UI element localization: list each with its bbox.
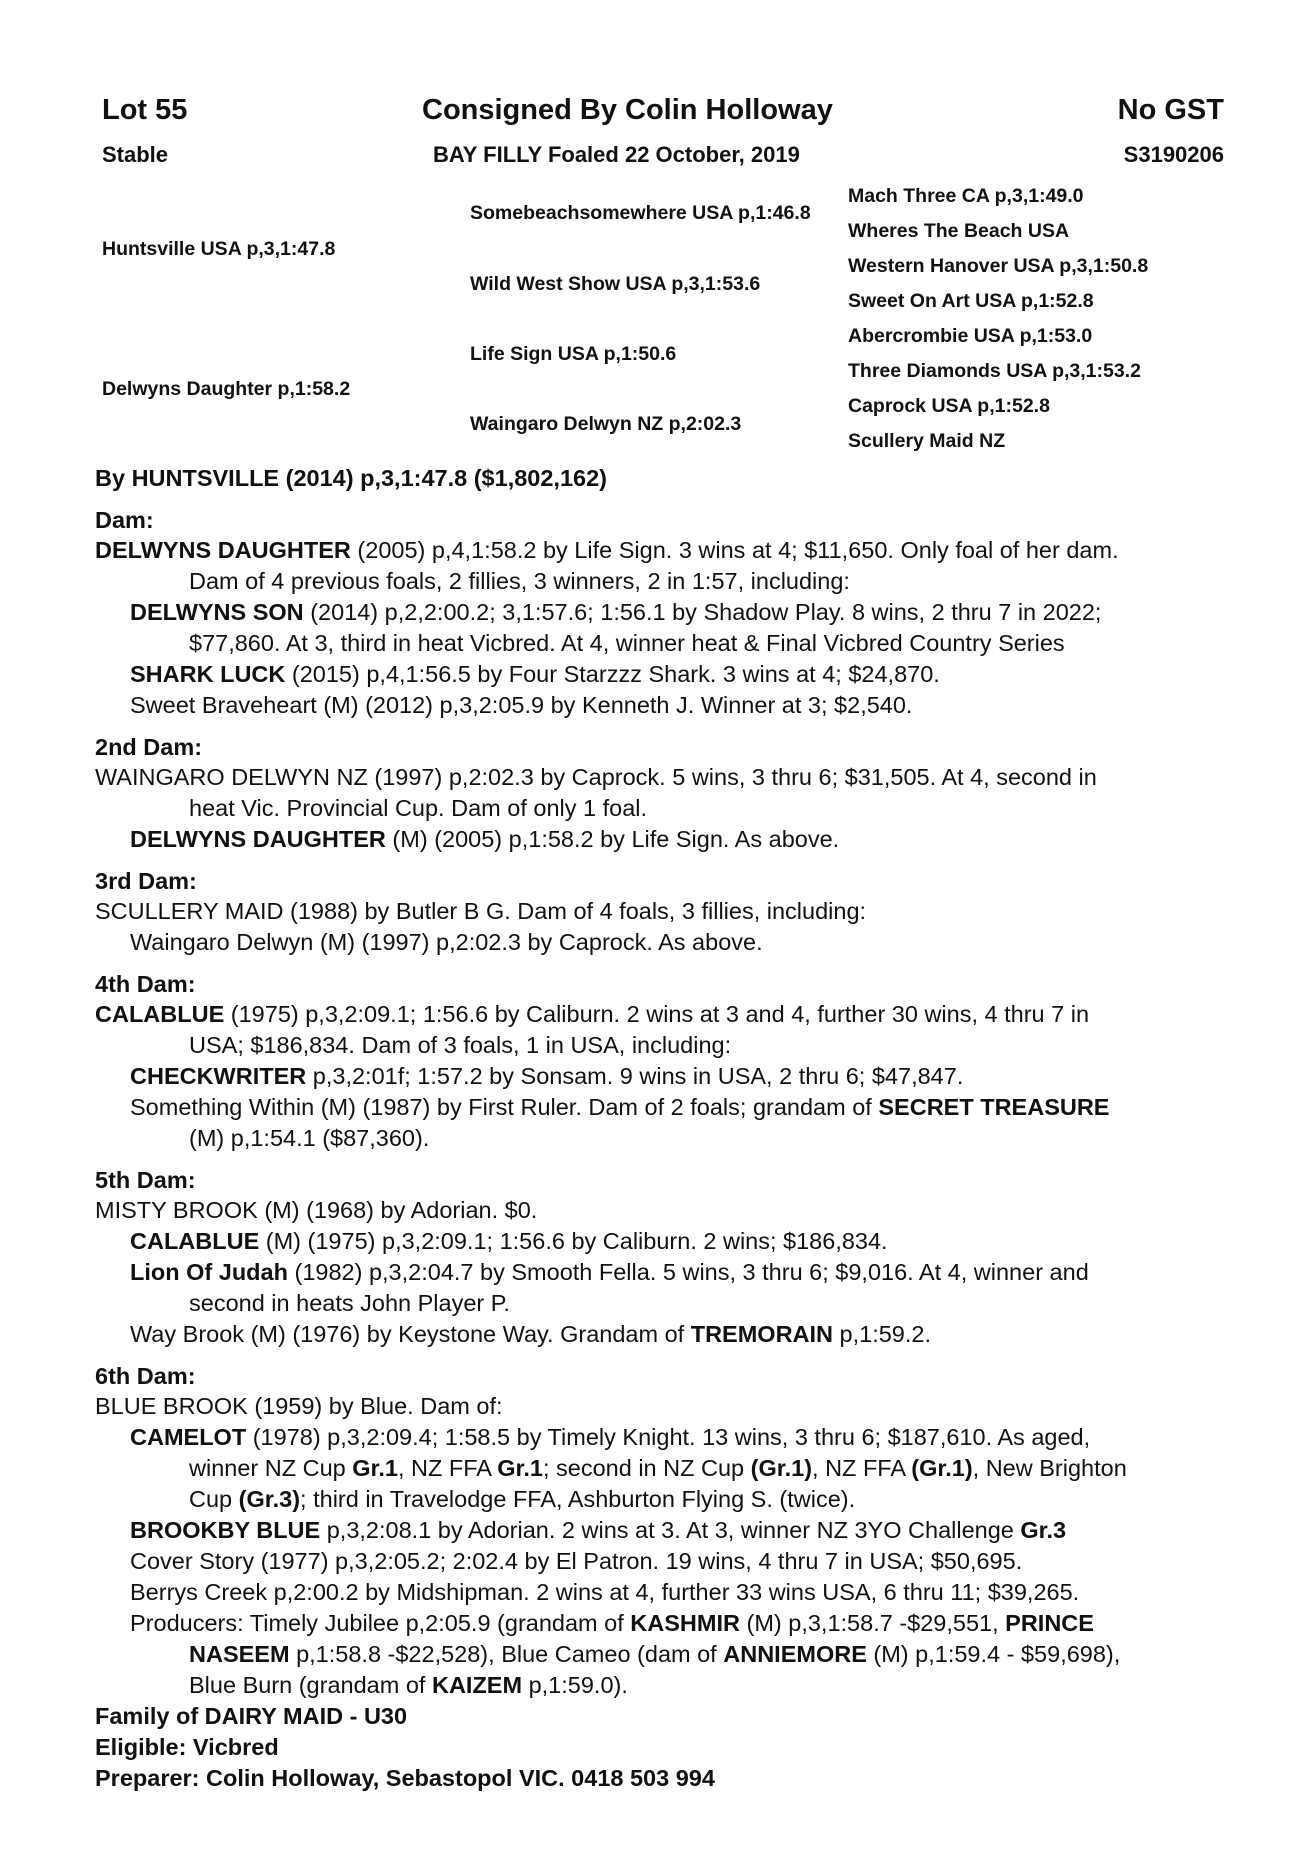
pedigree-gen3: Sweet On Art USA p,1:52.8 xyxy=(848,290,1094,312)
progeny-details: (2015) p,4,1:56.5 by Four Starzzz Shark. 3 wins at 4; $24,870. xyxy=(285,661,940,687)
progeny-name: CALABLUE xyxy=(130,1228,260,1254)
progeny-details: (2014) p,2,2:00.2; 3,1:57.6; 1:56.1 by Shadow Play. 8 wins, 2 thru 7 in 2022; xyxy=(303,599,1102,625)
pedigree-gen2: Wild West Show USA p,3,1:53.6 xyxy=(470,273,761,295)
pedigree-gen2: Life Sign USA p,1:50.6 xyxy=(470,343,677,365)
dam2-heading: 2nd Dam: xyxy=(95,734,203,760)
preparer-line: Preparer: Colin Holloway, Sebastopol VIC. 0418 503 994 xyxy=(95,1765,715,1791)
pedigree-gen3: Abercrombie USA p,1:53.0 xyxy=(848,325,1093,347)
dam4-details: (1975) p,3,2:09.1; 1:56.6 by Caliburn. 2 wins at 3 and 4, further 30 wins, 4 thru 7 in xyxy=(224,1001,1090,1027)
progeny-details: (1982) p,3,2:04.7 by Smooth Fella. 5 wins, 3 thru 6; $9,016. At 4, winner and xyxy=(287,1259,1089,1285)
progeny-entry: Sweet Braveheart (M) (2012) p,3,2:05.9 by Kenneth J. Winner at 3; $2,540. xyxy=(130,692,913,718)
progeny-name: CHECKWRITER xyxy=(130,1063,307,1089)
group-race: (Gr.1) xyxy=(750,1455,813,1481)
progeny-entry xyxy=(130,1094,1110,1121)
pedigree-gen3: Western Hanover USA p,3,1:50.8 xyxy=(848,255,1149,277)
text: Producers: Timely Jubilee p,2:05.9 (grandam of xyxy=(130,1610,631,1636)
pedigree-dam: Delwyns Daughter p,1:58.2 xyxy=(102,378,351,400)
pedigree-gen3: Wheres The Beach USA xyxy=(848,220,1070,242)
progeny-name: CAMELOT xyxy=(130,1424,247,1450)
progeny-entry xyxy=(130,1321,931,1348)
group-race: Gr.1 xyxy=(497,1455,543,1481)
dam-entry xyxy=(95,537,1119,564)
dam6-heading: 6th Dam: xyxy=(95,1363,196,1389)
text: (M) p,1:59.4 - $59,698), xyxy=(866,1641,1121,1667)
lot-number: Lot 55 xyxy=(102,94,188,126)
text: winner NZ Cup xyxy=(189,1455,353,1481)
pedigree-sire: Huntsville USA p,3,1:47.8 xyxy=(102,238,336,260)
progeny-details: (1978) p,3,2:09.4; 1:58.5 by Timely Knight. 13 wins, 3 thru 6; $187,610. As aged, xyxy=(246,1424,1091,1450)
progeny-entry xyxy=(130,661,940,688)
progeny-details-cont xyxy=(189,1455,1127,1482)
progeny-name: DELWYNS DAUGHTER xyxy=(130,826,386,852)
text: p,1:58.8 -$22,528), Blue Cameo (dam of xyxy=(289,1641,724,1667)
progeny-name: Lion Of Judah xyxy=(130,1259,288,1285)
progeny-entry xyxy=(130,1228,888,1255)
progeny-entry xyxy=(130,826,839,853)
progeny-name: TREMORAIN xyxy=(690,1321,834,1347)
progeny-entry: Cover Story (1977) p,3,2:05.2; 2:02.4 by El Patron. 19 wins, 4 thru 7 in USA; $50,695. xyxy=(130,1548,1023,1574)
dam5-heading: 5th Dam: xyxy=(95,1167,196,1193)
progeny-details-cont: second in heats John Player P. xyxy=(189,1290,510,1316)
progeny-name: DELWYNS SON xyxy=(130,599,304,625)
group-race: (Gr.3) xyxy=(238,1486,301,1512)
progeny-entry: Berrys Creek p,2:00.2 by Midshipman. 2 wins at 4, further 33 wins USA, 6 thru 11; $39,265. xyxy=(130,1579,1080,1605)
producers-entry-cont xyxy=(189,1672,628,1699)
progeny-entry xyxy=(130,1063,963,1090)
progeny-details-cont: $77,860. At 3, third in heat Vicbred. At 4, winner heat & Final Vicbred Country Series xyxy=(189,630,1065,656)
progeny-details: (M) (1975) p,3,2:09.1; 1:56.6 by Caliburn. 2 wins; $186,834. xyxy=(259,1228,888,1254)
dam3-heading: 3rd Dam: xyxy=(95,868,197,894)
progeny-details: p,3,2:08.1 by Adorian. 2 wins at 3. At 3, winner NZ 3YO Challenge xyxy=(320,1517,1021,1543)
gst-status: No GST xyxy=(1117,94,1224,126)
pedigree-gen2: Waingaro Delwyn NZ p,2:02.3 xyxy=(470,413,742,435)
progeny-entry xyxy=(130,599,1101,626)
dam4-entry xyxy=(95,1001,1089,1028)
progeny-entry xyxy=(130,1517,1066,1544)
text: , New Brighton xyxy=(972,1455,1127,1481)
text: ; second in NZ Cup xyxy=(542,1455,751,1481)
eligible-line: Eligible: Vicbred xyxy=(95,1734,279,1760)
consignor: Consigned By Colin Holloway xyxy=(422,94,833,126)
progeny-name: BROOKBY BLUE xyxy=(130,1517,321,1543)
horse-name: KASHMIR xyxy=(630,1610,740,1636)
text: , NZ FFA xyxy=(812,1455,912,1481)
text: Cup xyxy=(189,1486,239,1512)
progeny-details-cont xyxy=(189,1486,855,1513)
progeny-entry: Waingaro Delwyn (M) (1997) p,2:02.3 by Caprock. As above. xyxy=(130,929,763,955)
progeny-name: SECRET TREASURE xyxy=(878,1094,1110,1120)
sire-line: By HUNTSVILLE (2014) p,3,1:47.8 ($1,802,162) xyxy=(95,465,607,491)
pedigree-gen3: Scullery Maid NZ xyxy=(848,430,1006,452)
progeny-details-cont: (M) p,1:54.1 ($87,360). xyxy=(189,1125,430,1151)
group-race: (Gr.1) xyxy=(911,1455,973,1481)
horse-name: NASEEM xyxy=(189,1641,290,1667)
dam2-entry-cont: heat Vic. Provincial Cup. Dam of only 1 foal. xyxy=(189,795,648,821)
progeny-details: p,3,2:01f; 1:57.2 by Sonsam. 9 wins in USA, 2 thru 6; $47,847. xyxy=(306,1063,964,1089)
pedigree-gen3: Caprock USA p,1:52.8 xyxy=(848,395,1050,417)
producers-entry-cont xyxy=(189,1641,1120,1668)
progeny-entry xyxy=(130,1259,1089,1286)
family-line: Family of DAIRY MAID - U30 xyxy=(95,1703,408,1729)
progeny-details: p,1:59.2. xyxy=(833,1321,932,1347)
pedigree-gen3: Three Diamonds USA p,3,1:53.2 xyxy=(848,360,1141,382)
pedigree-gen3: Mach Three CA p,3,1:49.0 xyxy=(848,185,1084,207)
dam4-details-cont: USA; $186,834. Dam of 3 foals, 1 in USA, including: xyxy=(189,1032,732,1058)
progeny-details: (M) (2005) p,1:58.2 by Life Sign. As above. xyxy=(385,826,840,852)
progeny-name: SHARK LUCK xyxy=(130,661,286,687)
progeny-details: Way Brook (M) (1976) by Keystone Way. Grandam of xyxy=(130,1321,691,1347)
horse-name: KAIZEM xyxy=(431,1672,523,1698)
pedigree-gen2: Somebeachsomewhere USA p,1:46.8 xyxy=(470,202,811,224)
lot-code: S3190206 xyxy=(1123,142,1224,167)
text: (M) p,3,1:58.7 -$29,551, xyxy=(739,1610,1006,1636)
horse-name: PRINCE xyxy=(1005,1610,1094,1636)
group-race: Gr.1 xyxy=(352,1455,398,1481)
horse-name: ANNIEMORE xyxy=(723,1641,867,1667)
dam-name: DELWYNS DAUGHTER xyxy=(95,537,351,563)
text: , NZ FFA xyxy=(397,1455,498,1481)
group-race: Gr.3 xyxy=(1020,1517,1067,1543)
stable-label: Stable xyxy=(102,142,169,167)
dam3-entry: SCULLERY MAID (1988) by Butler B G. Dam of 4 foals, 3 fillies, including: xyxy=(95,898,867,924)
dam4-heading: 4th Dam: xyxy=(95,971,196,997)
progeny-entry xyxy=(130,1424,1090,1451)
horse-description: BAY FILLY Foaled 22 October, 2019 xyxy=(433,142,800,167)
text: ; third in Travelodge FFA, Ashburton Flying S. (twice). xyxy=(300,1486,856,1512)
dam4-name: CALABLUE xyxy=(95,1001,225,1027)
dam6-entry: BLUE BROOK (1959) by Blue. Dam of: xyxy=(95,1393,503,1419)
dam-details: (2005) p,4,1:58.2 by Life Sign. 3 wins at 4; $11,650. Only foal of her dam. xyxy=(350,537,1119,563)
dam5-entry: MISTY BROOK (M) (1968) by Adorian. $0. xyxy=(95,1197,538,1223)
dam-heading: Dam: xyxy=(95,507,154,533)
dam2-entry: WAINGARO DELWYN NZ (1997) p,2:02.3 by Caprock. 5 wins, 3 thru 6; $31,505. At 4, second in xyxy=(95,764,1097,790)
text: p,1:59.0). xyxy=(522,1672,628,1698)
text: Blue Burn (grandam of xyxy=(189,1672,432,1698)
progeny-details: Something Within (M) (1987) by First Ruler. Dam of 2 foals; grandam of xyxy=(130,1094,879,1120)
dam-details-cont: Dam of 4 previous foals, 2 fillies, 3 winners, 2 in 1:57, including: xyxy=(189,568,850,594)
producers-entry xyxy=(130,1610,1094,1637)
